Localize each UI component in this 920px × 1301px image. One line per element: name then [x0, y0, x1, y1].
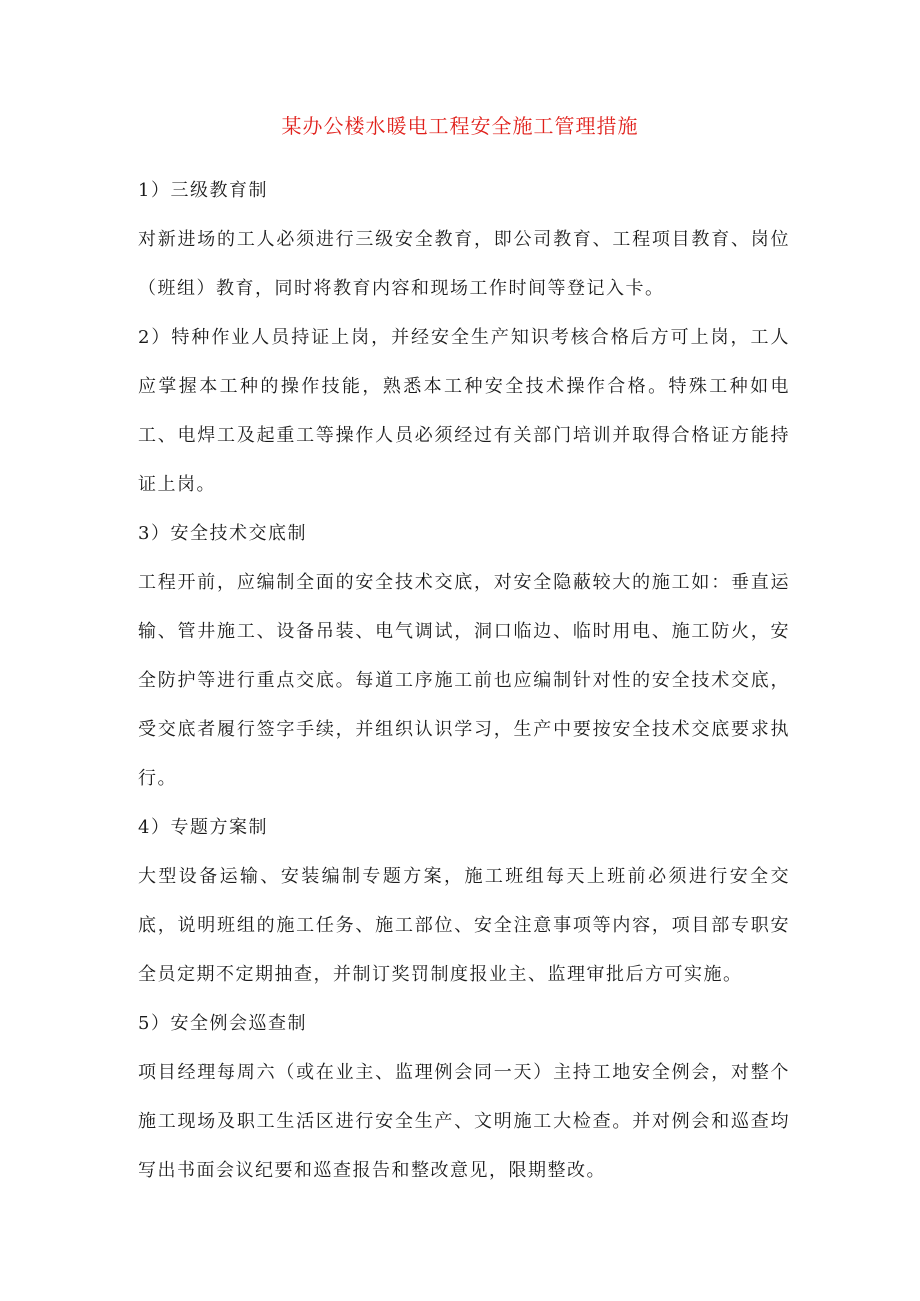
- section-5-heading: 5）安全例会巡查制: [138, 1013, 307, 1034]
- section-3-body: 工程开前，应编制全面的安全技术交底，对安全隐蔽较大的施工如：垂直运输、管井施工、设备吊装、电气调试，洞口临边、临时用电、施工防火，安全防护等进行重点交底。每道工序施工前也应编制针对性的安全技术交底，受交底者履行签字手续，并组织认识学习，生产中要按安全技术交底要求执行。: [138, 572, 790, 789]
- section-2-body: 2）特种作业人员持证上岗，并经安全生产知识考核合格后方可上岗，工人应掌握本工种的操作技能，熟悉本工种安全技术操作合格。特殊工种如电工、电焊工及起重工等操作人员必须经过有关部门培训并取得合格证方能持证上岗。: [138, 327, 790, 495]
- document-body: [138, 166, 790, 1195]
- section-5-body: 项目经理每周六（或在业主、监理例会同一天）主持工地安全例会，对整个施工现场及职工生活区进行安全生产、文明施工大检查。并对例会和巡查均写出书面会议纪要和巡查报告和整改意见，限期整改。: [138, 1062, 790, 1181]
- section-4-heading: 4）专题方案制: [138, 817, 268, 838]
- section-1-heading: 1）三级教育制: [138, 180, 268, 201]
- section-3-heading: 3）安全技术交底制: [138, 523, 307, 544]
- section-1-body: 对新进场的工人必须进行三级安全教育，即公司教育、工程项目教育、岗位（班组）教育，同时将教育内容和现场工作时间等登记入卡。: [138, 229, 790, 299]
- document-title: 某办公楼水暖电工程安全施工管理措施: [281, 114, 639, 138]
- section-4-body: 大型设备运输、安装编制专题方案，施工班组每天上班前必须进行安全交底，说明班组的施工任务、施工部位、安全注意事项等内容，项目部专职安全员定期不定期抽查，并制订奖罚制度报业主、监理审批后方可实施。: [138, 866, 790, 985]
